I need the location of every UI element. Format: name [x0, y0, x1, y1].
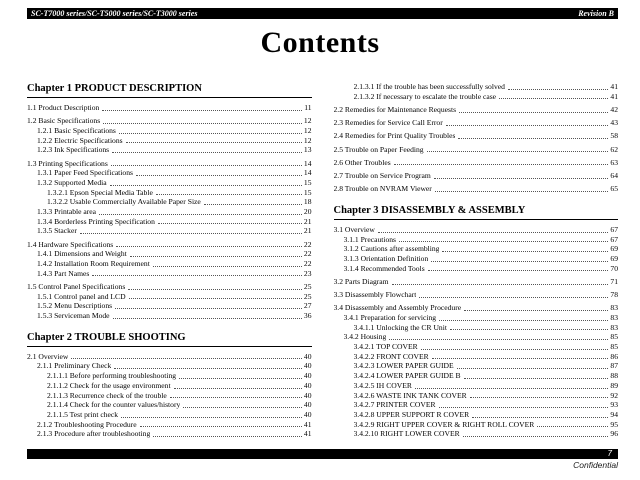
toc-dot-leader	[174, 388, 302, 389]
toc-dot-leader	[116, 246, 302, 247]
toc-dot-leader	[399, 241, 608, 242]
toc-page-number: 65	[610, 184, 618, 194]
toc-entry	[27, 240, 312, 250]
toc-entry	[334, 225, 619, 235]
toc-page-number: 64	[610, 170, 618, 180]
toc-entry-label: 2.8 Trouble on NVRAM Viewer	[333, 184, 432, 194]
toc-entry	[334, 171, 619, 181]
toc-entry-label: 3.1.3 Orientation Definition	[343, 253, 429, 263]
toc-page-number: 92	[610, 390, 618, 400]
toc-page-number: 13	[303, 145, 312, 155]
toc-page-number: 21	[303, 216, 312, 226]
toc-dot-leader	[435, 191, 609, 192]
toc-entry	[334, 145, 619, 155]
toc-dot-leader	[153, 436, 302, 437]
toc-dot-leader	[71, 358, 302, 359]
toc-dot-leader	[415, 388, 608, 389]
toc-dot-leader	[459, 112, 608, 113]
toc-page-number: 83	[610, 322, 618, 332]
toc-entry-label: 1.5.1 Control panel and LCD	[37, 291, 126, 301]
toc-page-number: 86	[610, 351, 618, 361]
toc-entry-label: 2.1.1.5 Test print check	[47, 409, 119, 419]
toc-entry-label: 3.4.2.2 FRONT COVER	[353, 351, 429, 361]
toc-dot-leader	[421, 349, 609, 350]
toc-entry-label: 3.4.2.3 LOWER PAPER GUIDE	[353, 361, 454, 371]
toc-entry-label: 3.4.1.1 Unlocking the CR Unit	[353, 322, 447, 332]
toc-entry-label: 2.2 Remedies for Maintenance Requests	[333, 104, 457, 114]
toc-entry-label: 1.5.3 Serviceman Mode	[37, 311, 110, 321]
toc-page-number: 15	[303, 187, 312, 197]
toc-dot-leader	[428, 270, 609, 271]
toc-page-number: 27	[303, 301, 312, 311]
footer-bar	[27, 449, 618, 459]
toc-entry-label: 3.4.2.8 UPPER SUPPORT R COVER	[353, 409, 470, 419]
toc-entry	[354, 323, 619, 333]
toc-entry-label: 3.4.2.10 RIGHT LOWER COVER	[353, 429, 460, 439]
toc-dot-leader	[110, 185, 302, 186]
toc-page-number: 58	[610, 131, 618, 141]
toc-dot-leader	[434, 178, 609, 179]
toc-entry	[334, 131, 619, 141]
toc-page-number: 67	[610, 234, 618, 244]
toc-entry-label: 3.4.2.9 RIGHT UPPER COVER & RIGHT ROLL COVER	[353, 419, 535, 429]
toc-dot-leader	[499, 98, 608, 99]
toc-entry	[37, 168, 312, 178]
toc-entry	[37, 207, 312, 217]
toc-page-number: 12	[303, 116, 312, 126]
toc-entry	[37, 361, 312, 371]
toc-dot-leader	[115, 308, 302, 309]
toc-page-number: 25	[303, 291, 312, 301]
toc-entry-label: 3.4.2.5 IH COVER	[353, 380, 412, 390]
toc-page-number: 11	[304, 103, 312, 112]
toc-entry	[354, 92, 619, 102]
toc-page-number: 83	[610, 312, 618, 322]
toc-entry	[334, 184, 619, 194]
toc-dot-leader	[121, 417, 302, 418]
toc-dot-leader	[450, 329, 608, 330]
toc-entry	[47, 188, 312, 198]
confidential-label: Confidential	[573, 460, 618, 470]
toc-page-number: 63	[610, 157, 618, 167]
toc-entry-label: 1.4 Hardware Specifications	[27, 239, 114, 249]
toc-dot-leader	[537, 426, 608, 427]
toc-dot-leader	[183, 407, 302, 408]
toc-entry	[344, 332, 619, 342]
toc-entry-label: 1.3.4 Borderless Printing Specification	[37, 216, 155, 226]
toc-entry-label: 1.4.1 Dimensions and Weight	[37, 249, 127, 259]
toc-entry-label: 1.3 Printing Specifications	[27, 158, 108, 168]
toc-entry	[47, 400, 312, 410]
toc-entry	[354, 400, 619, 410]
toc-page-number: 67	[610, 224, 618, 234]
page-title: Contents	[260, 26, 380, 59]
toc-page-number: 78	[610, 290, 618, 300]
toc-dot-leader	[170, 397, 302, 398]
toc-dot-leader	[442, 251, 608, 252]
toc-entry	[354, 391, 619, 401]
toc-page-number: 69	[610, 244, 618, 254]
toc-dot-leader	[179, 378, 302, 379]
toc-entry-label: 3.1.4 Recommended Tools	[343, 263, 425, 273]
table-of-contents	[27, 82, 618, 439]
toc-entry	[37, 429, 312, 439]
footer-page-number: 7	[607, 449, 612, 458]
toc-page-number: 23	[303, 268, 312, 278]
toc-page-number: 89	[610, 380, 618, 390]
toc-page-number: 93	[610, 400, 618, 410]
toc-dot-leader	[419, 297, 608, 298]
toc-page-number: 40	[303, 409, 312, 419]
toc-dot-leader	[99, 214, 302, 215]
toc-entry	[37, 126, 312, 136]
toc-dot-leader	[111, 165, 302, 166]
toc-entry	[344, 264, 619, 274]
toc-entry	[37, 178, 312, 188]
toc-page-number: 71	[610, 276, 618, 286]
toc-entry	[334, 277, 619, 287]
toc-entry	[27, 159, 312, 169]
toc-entry-label: 1.3.2.2 Usable Commercially Available Paper Size	[47, 197, 201, 207]
toc-dot-leader	[119, 133, 302, 134]
toc-entry	[37, 301, 312, 311]
toc-entry-label: 2.3 Remedies for Service Call Error	[333, 118, 443, 128]
toc-entry-label: 2.1.1.2 Check for the usage environment	[47, 380, 171, 390]
toc-entry-label: 2.4 Remedies for Print Quality Troubles	[333, 131, 456, 141]
toc-entry	[354, 361, 619, 371]
toc-entry-label: 2.1.1.3 Recurrence check of the trouble	[47, 390, 167, 400]
toc-entry-label: 3.3 Disassembly Flowchart	[333, 290, 417, 300]
toc-entry	[334, 158, 619, 168]
toc-page-number: 88	[610, 371, 618, 381]
toc-dot-leader	[463, 436, 609, 437]
toc-page-number: 70	[610, 263, 618, 273]
toc-entry	[37, 145, 312, 155]
toc-page-number: 94	[610, 409, 618, 419]
toc-entry-label: 1.2.2 Electric Specifications	[37, 135, 123, 145]
toc-dot-leader	[392, 284, 609, 285]
toc-entry	[27, 352, 312, 362]
toc-dot-leader	[136, 175, 302, 176]
toc-dot-leader	[389, 339, 608, 340]
toc-entry	[27, 116, 312, 126]
toc-dot-leader	[114, 368, 302, 369]
toc-dot-leader	[470, 397, 609, 398]
toc-entry	[37, 269, 312, 279]
toc-page-number: 87	[610, 361, 618, 371]
toc-entry	[354, 371, 619, 381]
toc-dot-leader	[394, 164, 609, 165]
toc-page-number: 40	[303, 380, 312, 390]
toc-page-number: 25	[303, 281, 312, 291]
toc-page-number: 41	[303, 429, 312, 439]
toc-entry-label: 2.7 Trouble on Service Program	[333, 170, 431, 180]
toc-entry	[344, 244, 619, 254]
toc-entry-label: 1.2 Basic Specifications	[27, 116, 101, 126]
toc-page-number: 95	[610, 419, 618, 429]
toc-entry-label: 3.1 Overview	[333, 224, 375, 234]
toc-page-number: 40	[303, 400, 312, 410]
toc-column-left	[27, 82, 312, 439]
toc-page-number: 62	[610, 144, 618, 154]
toc-entry-label: 3.4.2.4 LOWER PAPER GUIDE B	[353, 371, 461, 381]
toc-dot-leader	[129, 298, 302, 299]
toc-dot-leader	[431, 261, 608, 262]
toc-entry	[37, 311, 312, 321]
toc-entry-label: 3.4.2.1 TOP COVER	[353, 342, 418, 352]
toc-entry	[354, 381, 619, 391]
toc-entry-label: 1.3.3 Printable area	[37, 207, 97, 217]
toc-entry-label: 2.5 Trouble on Paper Feeding	[333, 144, 424, 154]
toc-entry	[354, 410, 619, 420]
toc-page-number: 43	[610, 118, 618, 128]
toc-entry	[354, 352, 619, 362]
toc-entry	[354, 82, 619, 92]
chapter-heading: Chapter 1 PRODUCT DESCRIPTION	[27, 83, 312, 98]
toc-page-number: 83	[610, 303, 618, 313]
toc-entry-label: 1.5 Control Panel Specifications	[27, 281, 126, 291]
toc-entry-label: 3.4.2 Housing	[343, 332, 387, 342]
toc-dot-leader	[128, 289, 302, 290]
toc-dot-leader	[458, 138, 608, 139]
toc-entry-label: 2.6 Other Troubles	[333, 157, 391, 167]
toc-dot-leader	[378, 232, 609, 233]
toc-dot-leader	[92, 275, 302, 276]
toc-entry	[334, 303, 619, 313]
toc-dot-leader	[204, 204, 302, 205]
toc-page-number: 36	[303, 311, 312, 321]
toc-dot-leader	[439, 407, 609, 408]
toc-dot-leader	[130, 256, 302, 257]
toc-entry-label: 2.1.1.4 Check for the counter values/history	[47, 400, 181, 410]
toc-entry-label: 1.2.3 Ink Specifications	[37, 145, 110, 155]
toc-page-number: 40	[303, 371, 312, 381]
footer	[27, 449, 618, 470]
toc-dot-leader	[126, 142, 302, 143]
toc-entry	[47, 381, 312, 391]
toc-entry	[47, 371, 312, 381]
toc-entry-label: 1.3.2.1 Epson Special Media Table	[47, 187, 153, 197]
toc-entry	[344, 313, 619, 323]
toc-dot-leader	[112, 152, 302, 153]
toc-entry	[37, 136, 312, 146]
toc-entry-label: 2.1 Overview	[27, 351, 69, 361]
header-bar	[27, 8, 618, 19]
toc-entry-label: 2.1.3 Procedure after troubleshooting	[37, 429, 151, 439]
toc-page-number: 20	[303, 207, 312, 217]
toc-entry-label: 2.1.1 Preliminary Check	[37, 361, 112, 371]
toc-page-number: 85	[610, 342, 618, 352]
toc-entry-label: 3.1.2 Cautions after assembling	[343, 244, 440, 254]
toc-page-number: 41	[303, 419, 312, 429]
toc-entry-label: 3.1.1 Precautions	[343, 234, 397, 244]
toc-entry	[354, 342, 619, 352]
toc-entry-label: 2.1.3.2 If necessary to escalate the trouble case	[353, 91, 497, 101]
toc-entry	[344, 254, 619, 264]
header-product-series: SC-T7000 series/SC-T5000 series/SC-T3000 series	[31, 9, 198, 18]
toc-entry-label: 3.4.1 Preparation for servicing	[343, 312, 437, 322]
toc-page-number: 42	[610, 104, 618, 114]
chapter-heading: Chapter 3 DISASSEMBLY & ASSEMBLY	[334, 205, 619, 220]
toc-entry	[37, 226, 312, 236]
toc-entry	[344, 235, 619, 245]
toc-entry	[47, 197, 312, 207]
toc-entry-label: 1.5.2 Menu Descriptions	[37, 301, 113, 311]
toc-dot-leader	[508, 89, 608, 90]
toc-entry	[27, 103, 312, 113]
toc-entry-label: 3.4.2.7 PRINTER COVER	[353, 400, 436, 410]
toc-entry	[334, 118, 619, 128]
toc-entry	[354, 429, 619, 439]
toc-entry	[37, 217, 312, 227]
toc-page-number: 14	[303, 168, 312, 178]
toc-dot-leader	[432, 358, 609, 359]
toc-dot-leader	[102, 110, 302, 111]
toc-dot-leader	[446, 125, 609, 126]
toc-page-number: 40	[303, 351, 312, 361]
toc-dot-leader	[464, 310, 608, 311]
toc-dot-leader	[103, 123, 302, 124]
toc-entry	[47, 391, 312, 401]
toc-entry-label: 3.4.2.6 WASTE INK TANK COVER	[353, 390, 467, 400]
toc-entry-label: 1.1 Product Description	[27, 103, 100, 112]
toc-page-number: 22	[303, 249, 312, 259]
toc-entry-label: 3.2 Parts Diagram	[333, 276, 389, 286]
toc-page-number: 15	[303, 177, 312, 187]
toc-page-number: 85	[610, 332, 618, 342]
toc-entry-label: 3.4 Disassembly and Assembly Procedure	[333, 303, 462, 313]
toc-page-number: 40	[303, 361, 312, 371]
toc-dot-leader	[427, 151, 609, 152]
toc-entry	[37, 292, 312, 302]
toc-dot-leader	[464, 378, 609, 379]
toc-page-number: 96	[610, 429, 618, 439]
toc-entry	[27, 282, 312, 292]
toc-entry	[47, 410, 312, 420]
toc-dot-leader	[113, 318, 302, 319]
toc-page-number: 40	[303, 390, 312, 400]
toc-entry-label: 2.1.1.1 Before performing troubleshooting	[47, 371, 177, 381]
toc-dot-leader	[439, 320, 608, 321]
toc-dot-leader	[457, 368, 609, 369]
toc-page-number: 14	[303, 158, 312, 168]
toc-page-number: 12	[303, 125, 312, 135]
toc-dot-leader	[80, 233, 302, 234]
toc-entry	[37, 420, 312, 430]
toc-page-number: 21	[303, 226, 312, 236]
toc-entry	[334, 290, 619, 300]
toc-entry-label: 1.3.1 Paper Feed Specifications	[37, 168, 133, 178]
toc-entry-label: 1.3.5 Stacker	[37, 226, 77, 236]
toc-entry-label: 2.1.2 Troubleshooting Procedure	[37, 419, 137, 429]
toc-entry-label: 1.4.3 Part Names	[37, 268, 90, 278]
toc-page-number: 22	[303, 239, 312, 249]
toc-column-right	[334, 82, 619, 439]
toc-page-number: 18	[303, 197, 312, 207]
toc-entry-label: 1.2.1 Basic Specifications	[37, 125, 116, 135]
chapter-heading: Chapter 2 TROUBLE SHOOTING	[27, 332, 312, 347]
toc-entry	[334, 105, 619, 115]
toc-entry	[354, 420, 619, 430]
toc-entry-label: 1.4.2 Installation Room Requirement	[37, 259, 150, 269]
toc-dot-leader	[472, 417, 608, 418]
toc-page-number: 12	[303, 135, 312, 145]
toc-dot-leader	[158, 223, 302, 224]
toc-entry-label: 1.3.2 Supported Media	[37, 177, 107, 187]
toc-entry-label: 2.1.3.1 If the trouble has been successfully solved	[353, 82, 505, 91]
header-revision: Revision B	[578, 9, 614, 18]
toc-page-number: 69	[610, 253, 618, 263]
toc-page-number: 41	[610, 91, 618, 101]
toc-dot-leader	[153, 266, 302, 267]
toc-entry	[37, 259, 312, 269]
toc-page-number: 41	[610, 82, 618, 91]
toc-entry	[37, 249, 312, 259]
toc-dot-leader	[140, 426, 302, 427]
toc-dot-leader	[156, 194, 302, 195]
toc-page-number: 22	[303, 259, 312, 269]
